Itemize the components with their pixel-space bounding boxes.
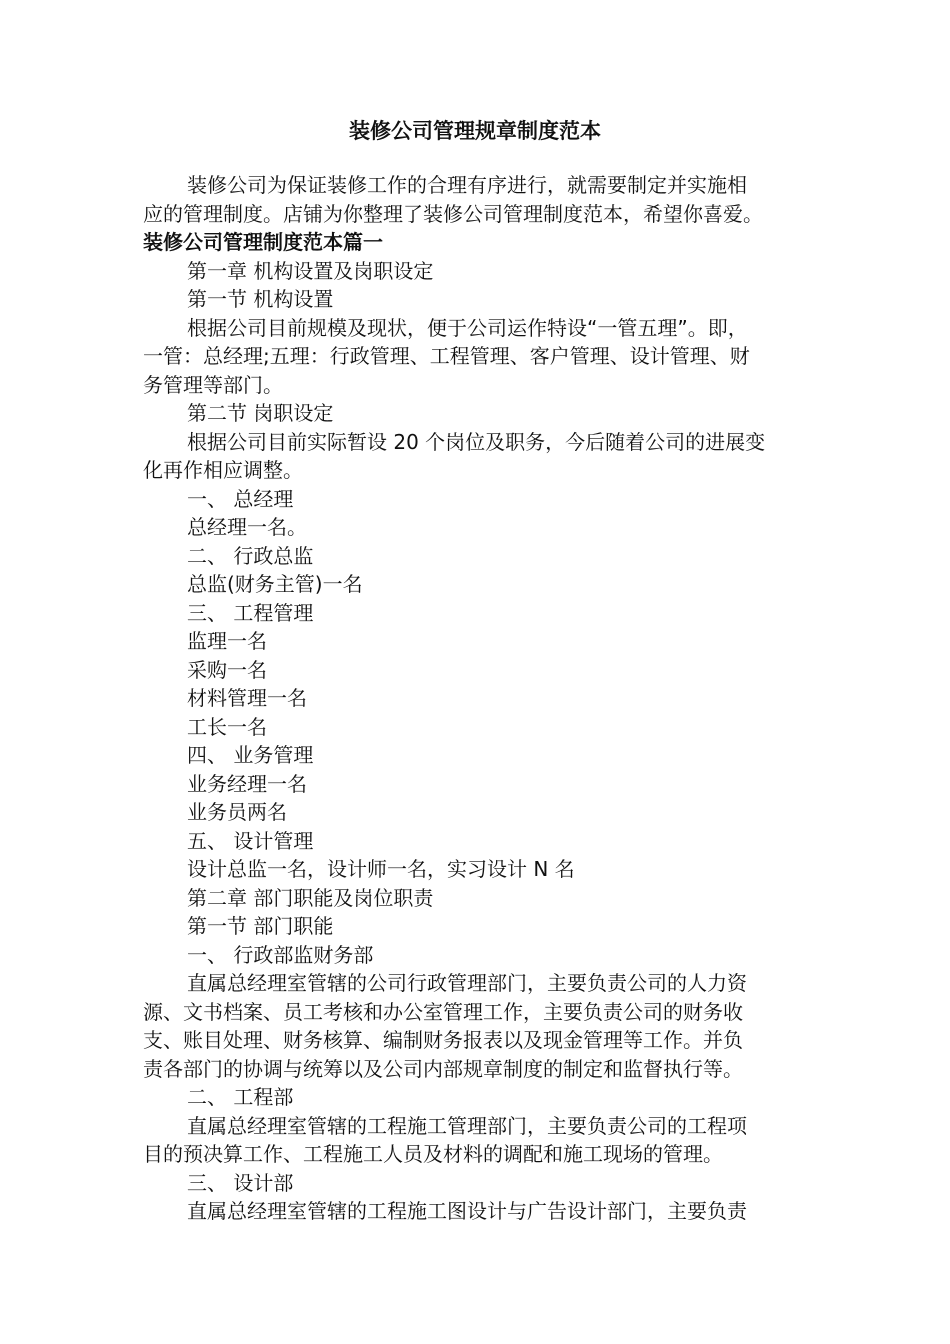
text-line: 总监(财务主管)一名 [187, 572, 363, 596]
text-line: 责各部门的协调与统筹以及公司内部规章制度的制定和监督执行等。 [143, 1056, 743, 1081]
text-line: 业务经理一名 [187, 771, 307, 796]
text-line: 根据公司目前实际暂设 20 个岗位及职务，今后随着公司的进展变 [187, 429, 766, 454]
text-line: 装修公司为保证装修工作的合理有序进行，就需要制定并实施相 [187, 173, 747, 197]
text-line: 化再作相应调整。 [143, 458, 303, 482]
text-line: 四、 业务管理 [187, 743, 314, 767]
text-line: 支、账目处理、财务核算、编制财务报表以及现金管理等工作。并负 [143, 1028, 743, 1052]
text-line: 应的管理制度。店铺为你整理了装修公司管理制度范本，希望你喜爱。 [143, 201, 763, 226]
text-line: 业务员两名 [187, 800, 287, 824]
text-line: 根据公司目前规模及现状，便于公司运作特设“一管五理”。即， [187, 315, 748, 340]
text-line: 材料管理一名 [187, 686, 307, 710]
text-line: 工长一名 [187, 714, 267, 739]
text-line: 总经理一名。 [187, 515, 307, 539]
text-line: 源、文书档案、员工考核和办公室管理工作，主要负责公司的财务收 [143, 999, 743, 1024]
text-line: 五、 设计管理 [187, 828, 314, 853]
text-line: 第一章 机构设置及岗职设定 [187, 258, 434, 283]
text-line: 采购一名 [187, 657, 267, 682]
text-line: 第二节 岗职设定 [187, 401, 334, 425]
text-line: 二、 行政总监 [187, 543, 314, 568]
text-line: 直属总经理室管辖的公司行政管理部门，主要负责公司的人力资 [187, 971, 747, 995]
text-line: 一、 总经理 [187, 486, 294, 511]
text-line: 第一节 部门职能 [187, 914, 334, 938]
text-line: 目的预决算工作、工程施工人员及材料的调配和施工现场的管理。 [143, 1142, 723, 1166]
text-line: 一管：总经理;五理：行政管理、工程管理、客户管理、设计管理、财 [143, 344, 750, 368]
text-line: 直属总经理室管辖的工程施工图设计与广告设计部门，主要负责 [187, 1199, 747, 1223]
text-line: 第二章 部门职能及岗位职责 [187, 885, 434, 910]
section-heading: 装修公司管理制度范本篇一 [143, 230, 383, 254]
document-body [143, 171, 813, 1226]
document-title: 装修公司管理规章制度范本 [349, 119, 601, 143]
text-line: 一、 行政部监财务部 [187, 942, 374, 967]
text-line: 设计总监一名，设计师一名，实习设计 N 名 [187, 857, 575, 881]
text-line: 第一节 机构设置 [187, 287, 334, 311]
text-line: 监理一名 [187, 629, 267, 653]
text-line: 务管理等部门。 [143, 372, 283, 397]
text-line: 三、 设计部 [187, 1170, 294, 1195]
text-line: 三、 工程管理 [187, 600, 314, 625]
text-line: 直属总经理室管辖的工程施工管理部门，主要负责公司的工程项 [187, 1113, 747, 1138]
text-line: 二、 工程部 [187, 1085, 294, 1109]
